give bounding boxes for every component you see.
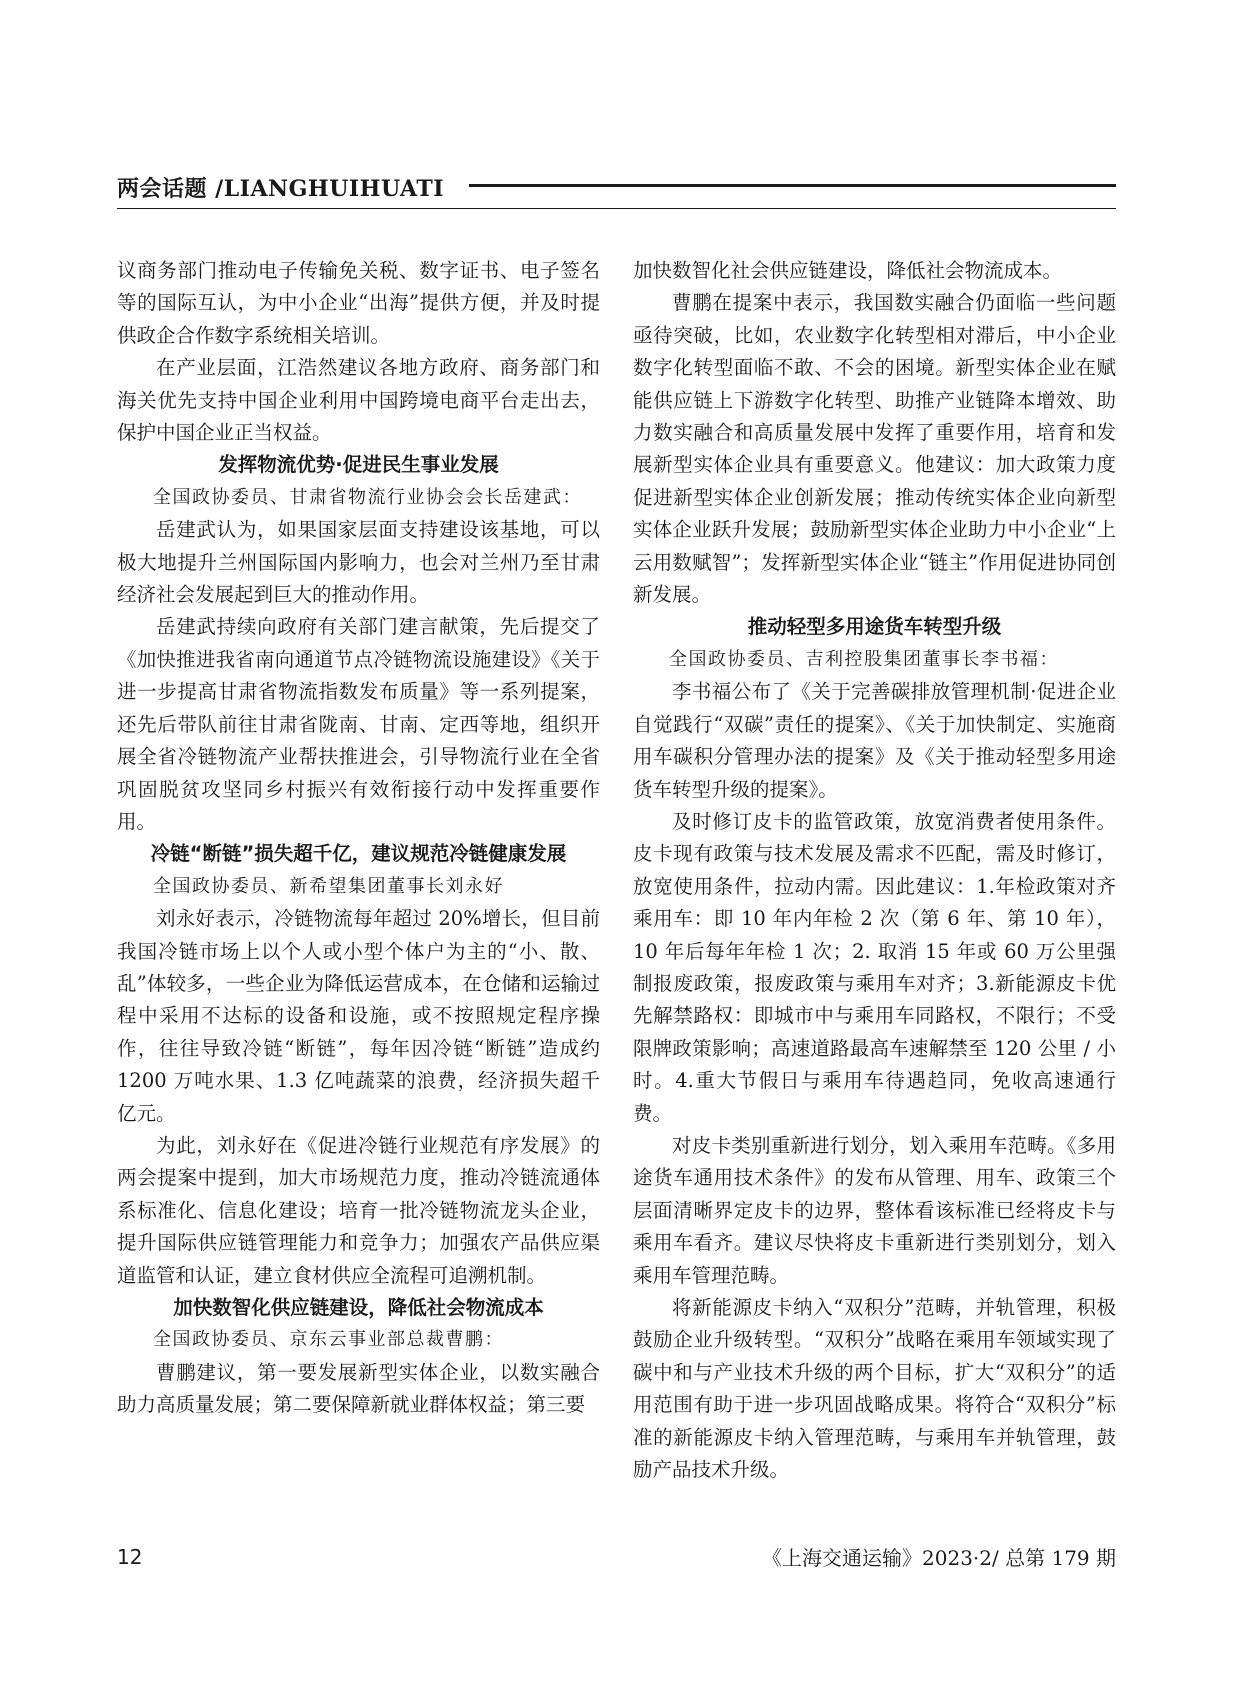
body-paragraph: 将新能源皮卡纳入“双积分”范畴，并轨管理，积极鼓励企业升级转型。“双积分”战略在乘用车领域实现了碳中和与产业技术升级的两个目标，扩大“双积分”的适用范围有助于进一步巩固战略成果。将符合“双积分”标准的新能源皮卡纳入管理范畴，与乘用车并轨管理，鼓励产品技术升级。	[633, 1296, 1116, 1482]
body-paragraph: 刘永好表示，冷链物流每年超过 20%增长，但目前我国冷链市场上以个人或小型个体户为主的“小、散、乱”体较多，一些企业为降低运营成本，在仓储和运输过程中采用不达标的设备和设施，或不按照规定程序操作，往往导致冷链“断链”，每年因冷链“断链”造成约 1200 万吨水果、1.3 亿吨蔬菜的浪费，经济损失超千亿元。	[117, 907, 600, 1125]
body-paragraph: 曹鹏在提案中表示，我国数实融合仍面临一些问题亟待突破，比如，农业数字化转型相对滞后，中小企业数字化转型面临不敢、不会的困境。新型实体企业在赋能供应链上下游数字化转型、助推产业链降本增效、助力数实融合和高质量发展中发挥了重要作用，培育和发展新型实体企业具有重要意义。他建议：加大政策力度促进新型实体企业创新发展；推动传统实体企业向新型实体企业跃升发展；鼓励新型实体企业助力中小企业“上云用数赋智”；发挥新型实体企业“链主”作用促进协同创新发展。	[633, 291, 1116, 607]
section-title: 两会话题 /LIANGHUIHUATI	[117, 176, 445, 202]
body-paragraph: 李书福公布了《关于完善碳排放管理机制·促进企业自觉践行“双碳”责任的提案》、《关于加快制定、实施商用车碳积分管理办法的提案》及《关于推动轻型多用途货车转型升级的提案》。	[633, 680, 1116, 801]
speaker-byline: 全国政协委员、甘肃省物流行业协会会长岳建武：	[153, 486, 582, 508]
journal-citation: 《上海交通运输》2023·2/ 总第 179 期	[762, 1546, 1116, 1570]
body-paragraph: 议商务部门推动电子传输免关税、数字证书、电子签名等的国际互认，为中小企业“出海”提供方便，并及时提供政企合作数字系统相关培训。	[117, 259, 600, 347]
body-paragraph: 岳建武持续向政府有关部门建言献策，先后提交了《加快推进我省南向通道节点冷链物流设施建设》《关于进一步提高甘肃省物流指数发布质量》等一系列提案，还先后带队前往甘肃省陇南、甘南、定西等地，组织开展全省冷链物流产业帮扶推进会，引导物流行业在全省巩固脱贫攻坚同乡村振兴有效衔接行动中发挥重要作用。	[117, 615, 600, 833]
body-paragraph: 曹鹏建议，第一要发展新型实体企业，以数实融合助力高质量发展；第二要保障新就业群体权益；第三要	[117, 1360, 600, 1417]
section-heading: 加快数智化供应链建设，降低社会物流成本	[173, 1296, 544, 1319]
header-rule-thin	[117, 208, 1116, 209]
body-paragraph: 岳建武认为，如果国家层面支持建设该基地，可以极大地提升兰州国际国内影响力，也会对兰州乃至甘肃经济社会发展起到巨大的推动作用。	[117, 518, 600, 607]
speaker-byline: 全国政协委员、京东云事业部总裁曹鹏：	[153, 1329, 504, 1351]
left-column	[117, 255, 600, 1422]
running-header	[117, 168, 1116, 208]
section-heading: 推动轻型多用途货车转型升级	[747, 615, 1002, 639]
section-heading: 发挥物流优势·促进民生事业发展	[218, 453, 499, 477]
body-paragraph: 加快数智化社会供应链建设，降低社会物流成本。	[633, 259, 1063, 282]
header-rule-thick	[469, 184, 1116, 187]
page-number: 12	[117, 1545, 143, 1569]
speaker-byline: 全国政协委员、吉利控股集团董事长李书福：	[669, 648, 1059, 670]
body-paragraph: 对皮卡类别重新进行划分，划入乘用车范畴。《多用途货车通用技术条件》的发布从管理、用车、政策三个层面清晰界定皮卡的边界，整体看该标准已经将皮卡与乘用车看齐。建议尽快将皮卡重新进行类别划分，划入乘用车管理范畴。	[633, 1133, 1116, 1287]
speaker-byline: 全国政协委员、新希望集团董事长刘永好	[153, 875, 504, 897]
right-column	[633, 255, 1116, 1486]
body-paragraph: 在产业层面，江浩然建议各地方政府、商务部门和海关优先支持中国企业利用中国跨境电商平台走出去，保护中国企业正当权益。	[117, 356, 600, 445]
body-paragraph: 为此，刘永好在《促进冷链行业规范有序发展》的两会提案中提到，加大市场规范力度，推动冷链流通体系标准化、信息化建设；培育一批冷链物流龙头企业，提升国际供应链管理能力和竞争力；加强农产品供应渠道监管和认证，建立食材供应全流程可追溯机制。	[117, 1133, 600, 1287]
section-heading: 冷链“断链”损失超千亿，建议规范冷链健康发展	[150, 842, 567, 866]
body-paragraph: 及时修订皮卡的监管政策，放宽消费者使用条件。皮卡现有政策与技术发展及需求不匹配，需及时修订，放宽使用条件，拉动内需。因此建议：1.年检政策对齐乘用车：即 10 年内年检 2 次（第 6 年、第 10 年），10 年后每年年检 1 次；2. 取消 15 年或 60 万公里强制报废政策，报废政策与乘用车对齐；3.新能源皮卡优先解禁路权：即城市中与乘用车同路权，不限行；不受限牌政策影响；高速道路最高车速解禁至 120 公里 / 小时。4.重大节假日与乘用车待遇趋同，免收高速通行费。	[633, 809, 1116, 1125]
